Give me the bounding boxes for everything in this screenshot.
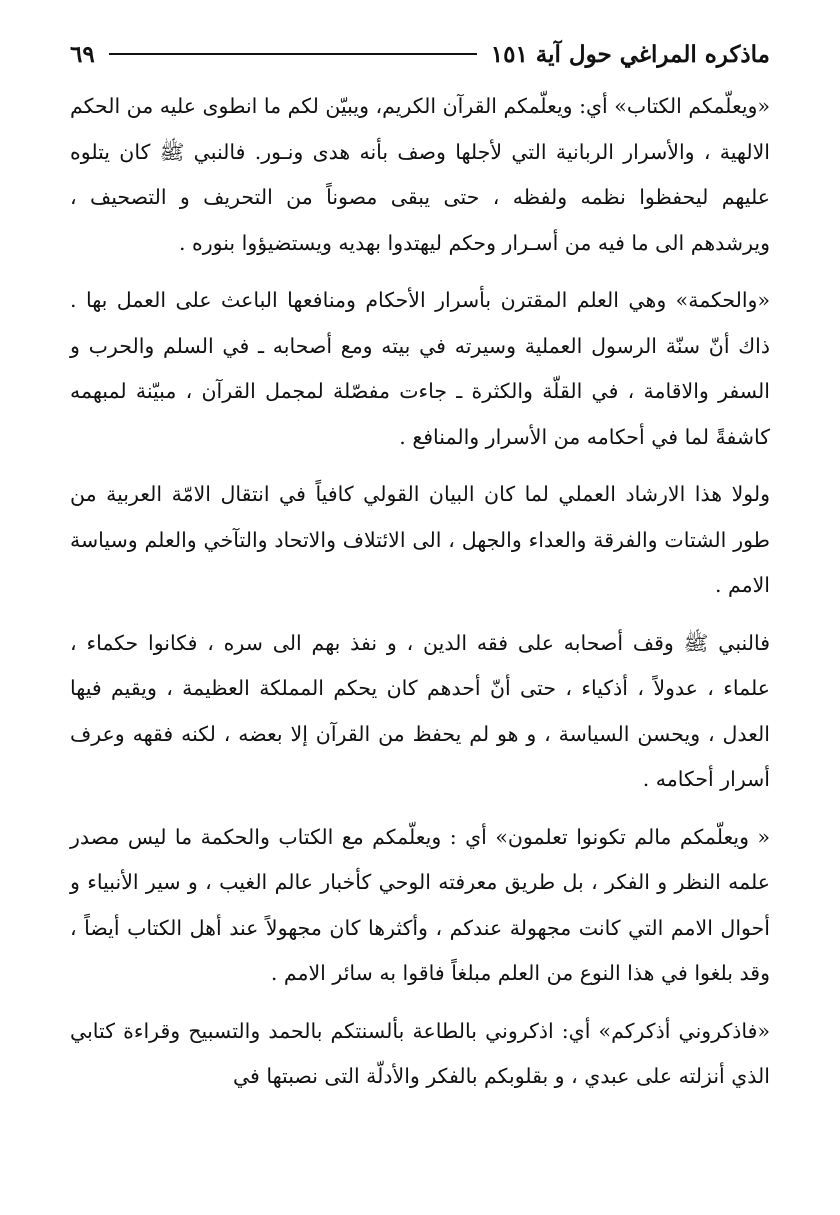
header-rule bbox=[109, 53, 477, 55]
body-text bbox=[70, 84, 770, 1100]
running-title: ماذكره المراغي حول آية ١٥١ bbox=[490, 40, 770, 68]
paragraph-irshad: ولولا هذا الارشاد العملي لما كان البيان القولي كافياً في انتقال الامّة العربية من طور الشتات والفرقة والعداء والجهل ، الى الائتلاف والاتحاد والتآخي والعلم وسياسة الامم . bbox=[70, 482, 770, 597]
paragraph-kitab: «ويعلّمكم الكتاب» أي: ويعلّمكم القرآن الكريم، ويبيّن لكم ما انطوى عليه من الحكم الالهية ، والأسرار الربانية التي لأجلها وصف بأنه هدى ونـور. فالنبي ﷺ كان يتلوه عليهم ليحفظوا نظمه ولفظه ، حتى يبقى مصوناً من التحريف و التصحيف ، ويرشدهم الى ما فيه من أسـرار وحكم ليهتدوا بهديه ويستضيؤوا بنوره . bbox=[70, 94, 770, 255]
running-header bbox=[70, 28, 770, 80]
paragraph-ashab: فالنبي ﷺ وقف أصحابه على فقه الدين ، و نفذ بهم الى سره ، فكانوا حكماء ، علماء ، عدولاً ، أذكياء ، حتى أنّ أحدهم كان يحكم المملكة العظيمة ، ويقيم فيها العدل ، ويحسن السياسة ، و هو لم يحفظ من القرآن إلا بعضه ، لكنه فقهه وعرف أسرار أحكامه . bbox=[70, 630, 770, 791]
paragraph-fadhkuruni: «فاذكروني أذكركم» أي: اذكروني بالطاعة بألسنتكم بالحمد والتسبيح وقراءة كتابي الذي أنزلته على عبدي ، و بقلوبكم بالفكر والأدلّة التى نصبتها في bbox=[70, 1018, 770, 1088]
paragraph-hikma: «والحكمة» وهي العلم المقترن بأسرار الأحكام ومنافعها الباعث على العمل بها . ذاك أنّ سنّة الرسول العملية وسيرته في بيته ومع أصحابه ـ في السلم والحرب و السفر والاقامة ، في القلّة والكثرة ـ جاءت مفصّلة لمجمل القرآن ، مبيّنة لمبهمه كاشفةً لما في أحكامه من الأسرار والمنافع . bbox=[70, 288, 770, 449]
page-number: ٦٩ bbox=[70, 40, 95, 68]
paragraph-ma-lam-takunu: « ويعلّمكم مالم تكونوا تعلمون» أي : ويعلّمكم مع الكتاب والحكمة ما ليس مصدر علمه النظر و الفكر ، بل طريق معرفته الوحي كأخبار عالم الغيب ، و سير الأنبياء و أحوال الامم التي كانت مجهولة عندكم ، وأكثرها كان مجهولاً عند أهل الكتاب أيضاً ، وقد بلغوا في هذا النوع من العلم مبلغاً فاقوا به سائر الامم . bbox=[70, 824, 770, 985]
